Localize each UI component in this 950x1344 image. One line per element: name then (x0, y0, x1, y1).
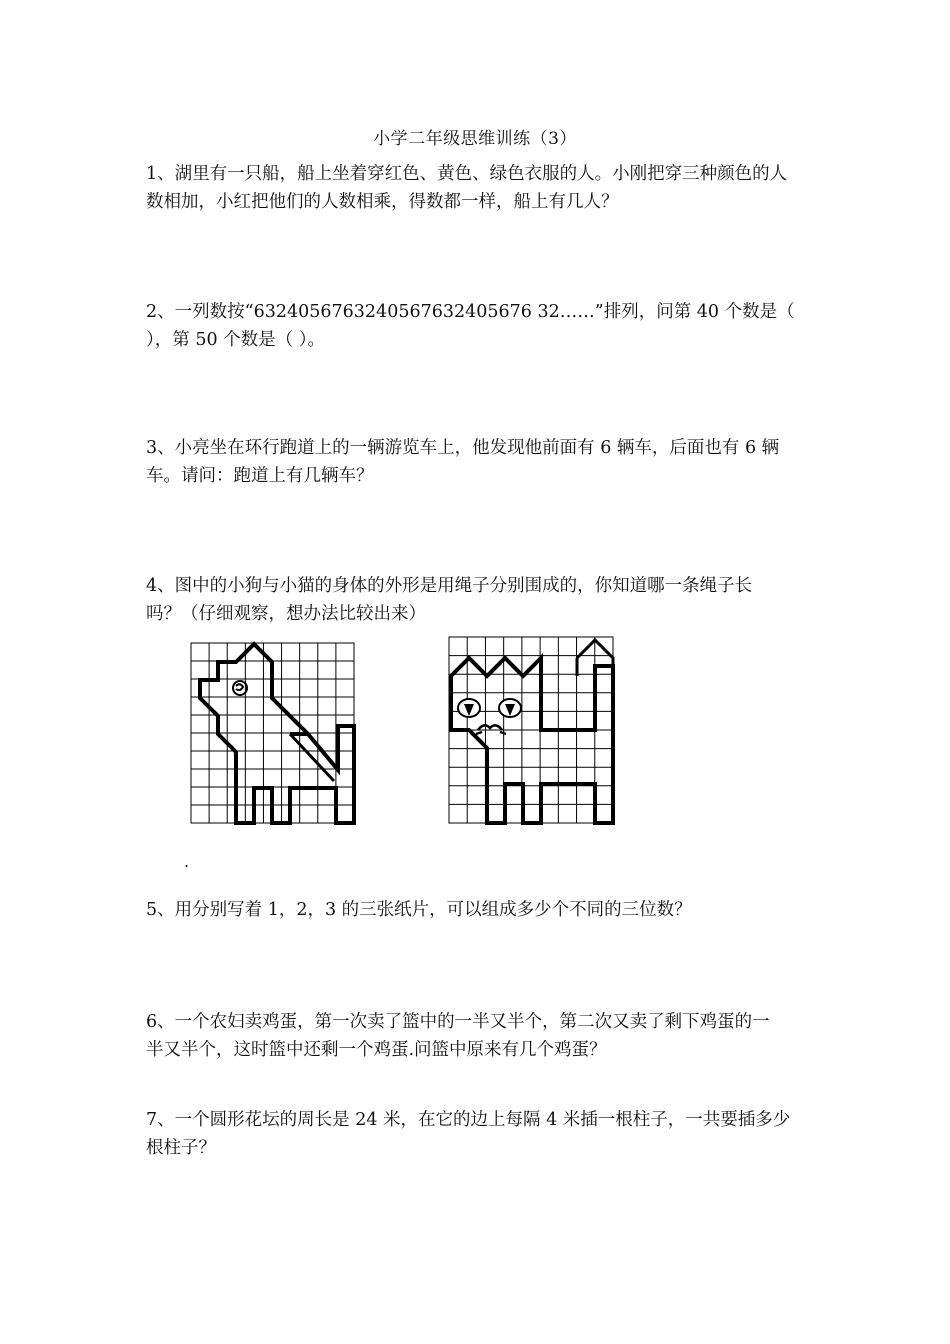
question-line: 7、一个圆形花坛的周长是 24 米，在它的边上每隔 4 米插一根柱子，一共要插多少 (146, 1110, 791, 1130)
page-title: 小学二年级思维训练（3） (373, 129, 577, 149)
question-line: 车。请问：跑道上有几辆车？ (146, 466, 374, 486)
question-2 (146, 298, 810, 354)
question-5 (146, 896, 810, 924)
question-line: 1、湖里有一只船，船上坐着穿红色、黄色、绿色衣服的人。小刚把穿三种颜色的人 (146, 164, 788, 184)
cat-right-eye-icon (499, 699, 521, 717)
cat-left-eye-icon (458, 699, 480, 717)
question-line: 2、一列数按“6324056763240567632405676 32……”排列，问第 40 个数是（ (146, 302, 795, 322)
question-1 (146, 160, 810, 216)
question-line: 5、用分别写着 1，2，3 的三张纸片，可以组成多少个不同的三位数？ (146, 900, 692, 920)
question-line: ），第 50 个数是（ ）。 (146, 330, 325, 350)
question-6 (146, 1008, 810, 1064)
question-line: 半又半个，这时篮中还剩一个鸡蛋.问篮中原来有几个鸡蛋？ (146, 1040, 607, 1060)
question-3 (146, 434, 810, 490)
question-line: 根柱子？ (146, 1138, 216, 1158)
stray-mark: . (184, 852, 190, 871)
question-line: 数相加，小红把他们的人数相乘，得数都一样，船上有几人？ (146, 192, 619, 212)
dog-grid-figure (188, 640, 360, 826)
question-7 (146, 1106, 810, 1162)
question-line: 3、小亮坐在环行跑道上的一辆游览车上，他发现他前面有 6 辆车，后面也有 6 辆 (146, 438, 780, 458)
question-line: 6、一个农妇卖鸡蛋，第一次卖了篮中的一半又半个，第二次又卖了剩下鸡蛋的一 (146, 1012, 770, 1032)
cat-grid-figure (446, 634, 618, 826)
question-line: 4、图中的小狗与小猫的身体的外形是用绳子分别围成的，你知道哪一条绳子长 (146, 576, 753, 596)
question-4 (146, 572, 810, 628)
question-line: 吗？（仔细观察，想办法比较出来） (146, 604, 426, 624)
